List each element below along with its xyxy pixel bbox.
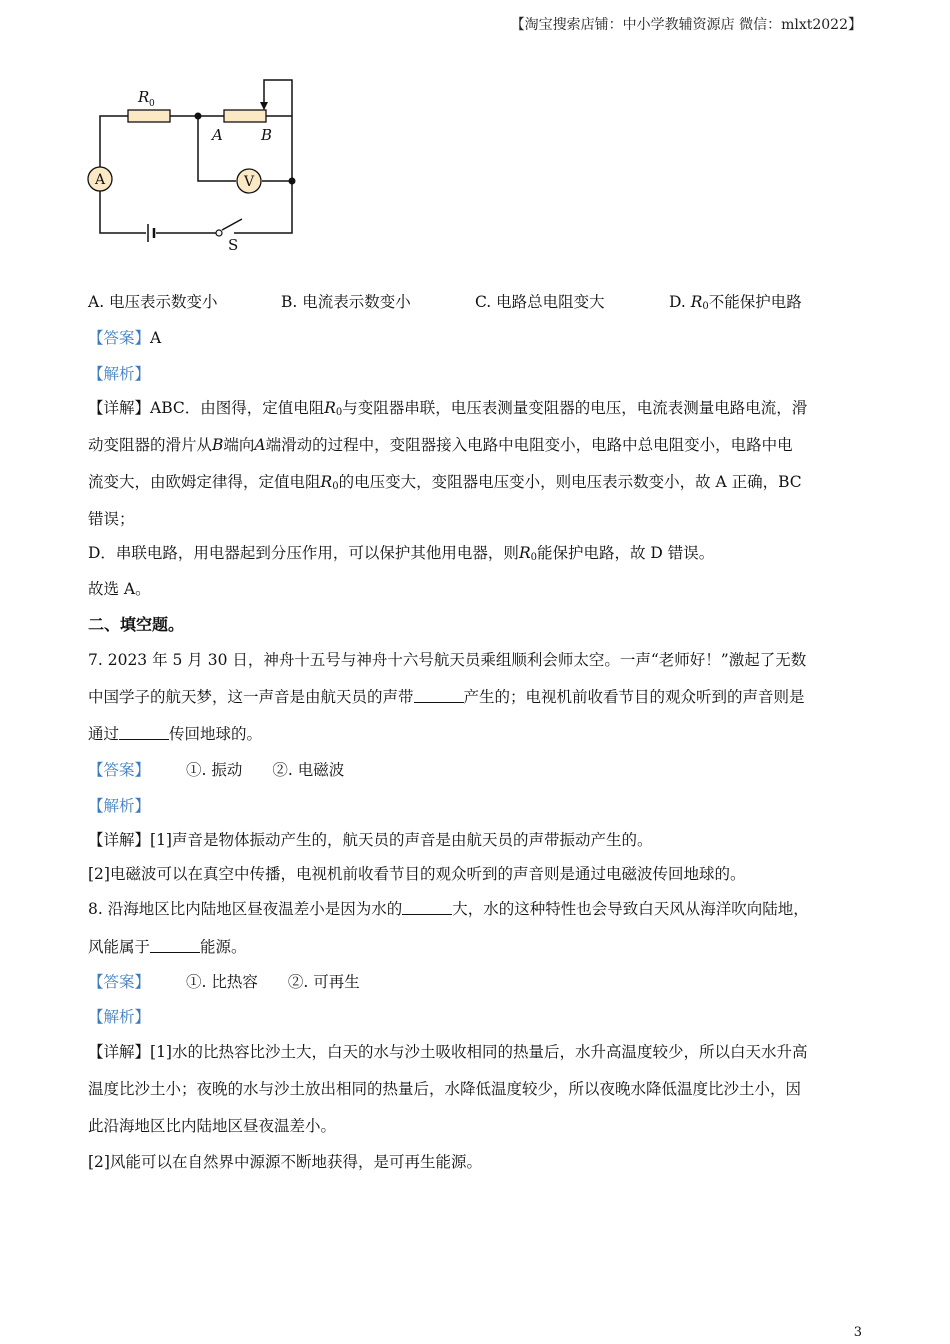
junction-dot-left [195,113,202,120]
circuit-diagram [82,72,312,262]
switch-label: S [228,236,239,254]
option-d: D. $R_0$不能保护电路 [669,293,802,312]
option-a: A. 电压表示数变小 [88,293,218,311]
slider-arrow [260,102,268,110]
q7-line-1: 7. 2023 年 5 月 30 日，神舟十五号与神舟十六号航天员乘组顺利会师太空。一声“老师好！”激起了无数 [88,651,807,669]
switch-contact [216,230,222,236]
q8-line-1: 8. 沿海地区比内陆地区昼夜温差小是因为水的 大，水的这种特性也会导致白天风从海洋吹向陆地， [88,900,809,918]
q6-detail-line-5: D．串联电路，用电器起到分压作用，可以保护其他用电器，则$R_0$能保护电路，故 D 错误。 [88,544,715,563]
q7-detail-2: [2]电磁波可以在真空中传播，电视机前收看节目的观众听到的声音则是通过电磁波传回地球的。 [88,865,746,883]
point-b-label: B [261,126,273,144]
q7-line-2: 中国学子的航天梦，这一声音是由航天员的声带 产生的；电视机前收看节目的观众听到的声音则是 [88,688,805,706]
option-c: C. 电路总电阻变大 [475,293,605,311]
q6-analysis-tag: 【解析】 [88,365,151,383]
q7-blank-1 [414,689,464,703]
q8-detail-2: 温度比沙土小；夜晚的水与沙土放出相同的热量后，水降低温度较少，所以夜晚水降低温度比沙土小，因 [88,1080,802,1098]
r0-label: R [138,88,150,106]
rheostat-resistor [224,110,266,122]
r0-label-sub: 0 [149,99,155,109]
q6-detail-line-4: 错误； [88,510,135,528]
point-a-label: A [212,126,223,144]
q8-detail-1: 【详解】[1]水的比热容比沙土大，白天的水与沙土吸收相同的热量后，水升高温度较少，所以白天水升高 [88,1043,808,1061]
r0-resistor [128,110,170,122]
q6-detail-line-6: 故选 A。 [88,580,151,598]
q8-answer: 【答案】 ①. 比热容 ②. 可再生 [88,973,360,991]
q6-detail-line-2: 动变阻器的滑片从B端向A端滑动的过程中，变阻器接入电路中电阻变小，电路中总电阻变小，电路中电 [88,436,793,454]
q6-detail-line-1: 【详解】ABC．由图得，定值电阻$R_0$与变阻器串联，电压表测量变阻器的电压，电流表测量电路电流，滑 [88,399,808,418]
q7-blank-2 [119,726,169,740]
section-title: 二、填空题。 [88,615,185,634]
q8-blank-2 [150,939,200,953]
q8-detail-3: 此沿海地区比内陆地区昼夜温差小。 [88,1117,337,1135]
q8-line-2: 风能属于 能源。 [88,938,247,956]
junction-dot-right [289,178,296,185]
q6-detail-line-3: 流变大，由欧姆定律得，定值电阻$R_0$的电压变大，变阻器电压变小，则电压表示数变小，故 A 正确，BC [88,473,802,492]
q8-analysis-tag: 【解析】 [88,1008,151,1026]
ammeter-label: A [94,172,106,188]
q7-answer: 【答案】 ①. 振动 ②. 电磁波 [88,761,345,779]
option-b: B. 电流表示数变小 [281,293,411,311]
q8-blank-1 [402,901,452,915]
q7-line-3: 通过 传回地球的。 [88,725,263,743]
q6-answer: 【答案】A [88,329,162,347]
page-number: 3 [853,1325,862,1340]
q7-analysis-tag: 【解析】 [88,797,151,815]
page-header: 【淘宝搜索店铺：中小学教辅资源店 微信：mlxt2022】 [510,17,862,33]
q8-detail-4: [2]风能可以在自然界中源源不断地获得，是可再生能源。 [88,1153,482,1171]
voltmeter-label: V [243,174,255,190]
q7-detail-1: 【详解】[1]声音是物体振动产生的，航天员的声音是由航天员的声带振动产生的。 [88,831,653,849]
